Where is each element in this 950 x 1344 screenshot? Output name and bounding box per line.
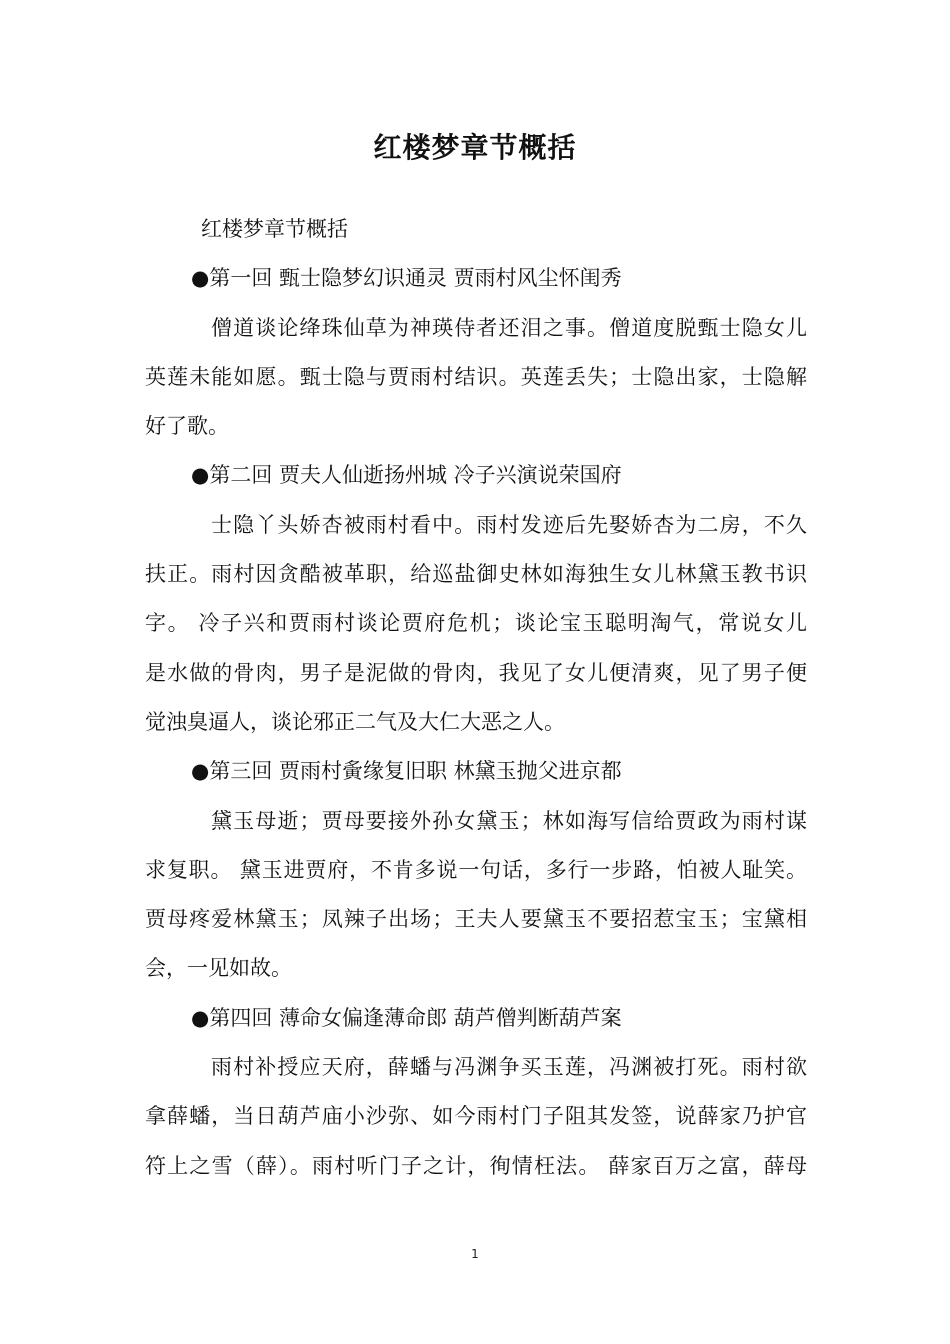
document-body: [145, 205, 807, 1191]
text-line: 好了歌。: [145, 414, 229, 439]
chapter-heading: ●第四回 薄命女偏逢薄命郎 葫芦僧判断葫芦案: [191, 1005, 622, 1030]
chapter-heading: ●第一回 甄士隐梦幻识通灵 贾雨村风尘怀闺秀: [191, 266, 622, 291]
text-line: 字。 冷子兴和贾雨村谈论贾府危机；谈论宝玉聪明淘气，常说女儿: [145, 611, 807, 636]
text-line: 会，一见如故。: [145, 956, 292, 981]
text-line: 符上之雪（薛）。雨村听门子之计，徇情枉法。 薛家百万之富，薛母: [145, 1153, 807, 1178]
text-line: 雨村补授应天府，薛蟠与冯渊争买玉莲，冯渊被打死。雨村欲: [211, 1055, 807, 1080]
text-line: 僧道谈论绛珠仙草为神瑛侍者还泪之事。僧道度脱甄士隐女儿: [211, 315, 807, 340]
page-number: 1: [471, 1247, 479, 1261]
text-line: 拿薛蟠，当日葫芦庙小沙弥、如今雨村门子阻其发签，说薛家乃护官: [145, 1104, 807, 1129]
text-line: 觉浊臭逼人，谈论邪正二气及大仁大恶之人。: [145, 709, 565, 734]
text-line: 求复职。 黛玉进贾府，不肯多说一句话，多行一步路，怕被人耻笑。: [145, 857, 807, 882]
text-line: 扶正。雨村因贪酷被革职，给巡盐御史林如海独生女儿林黛玉教书识: [145, 562, 807, 587]
text-line: 士隐丫头娇杏被雨村看中。雨村发迹后先娶娇杏为二房，不久: [211, 512, 807, 537]
text-line: 英莲未能如愿。甄士隐与贾雨村结识。英莲丢失；士隐出家，士隐解: [145, 364, 807, 389]
text-line: 黛玉母逝；贾母要接外孙女黛玉；林如海写信给贾政为雨村谋: [211, 808, 807, 833]
text-line: 是水做的骨肉，男子是泥做的骨肉，我见了女儿便清爽，见了男子便: [145, 660, 807, 685]
text-line: 贾母疼爱林黛玉；凤辣子出场；王夫人要黛玉不要招惹宝玉；宝黛相: [145, 907, 807, 932]
chapter-heading: ●第二回 贾夫人仙逝扬州城 冷子兴演说荣国府: [191, 463, 622, 488]
intro-line: 红楼梦章节概括: [201, 217, 348, 241]
document-title: 红楼梦章节概括: [373, 131, 577, 164]
chapter-heading: ●第三回 贾雨村夤缘复旧职 林黛玉抛父进京都: [191, 759, 622, 784]
